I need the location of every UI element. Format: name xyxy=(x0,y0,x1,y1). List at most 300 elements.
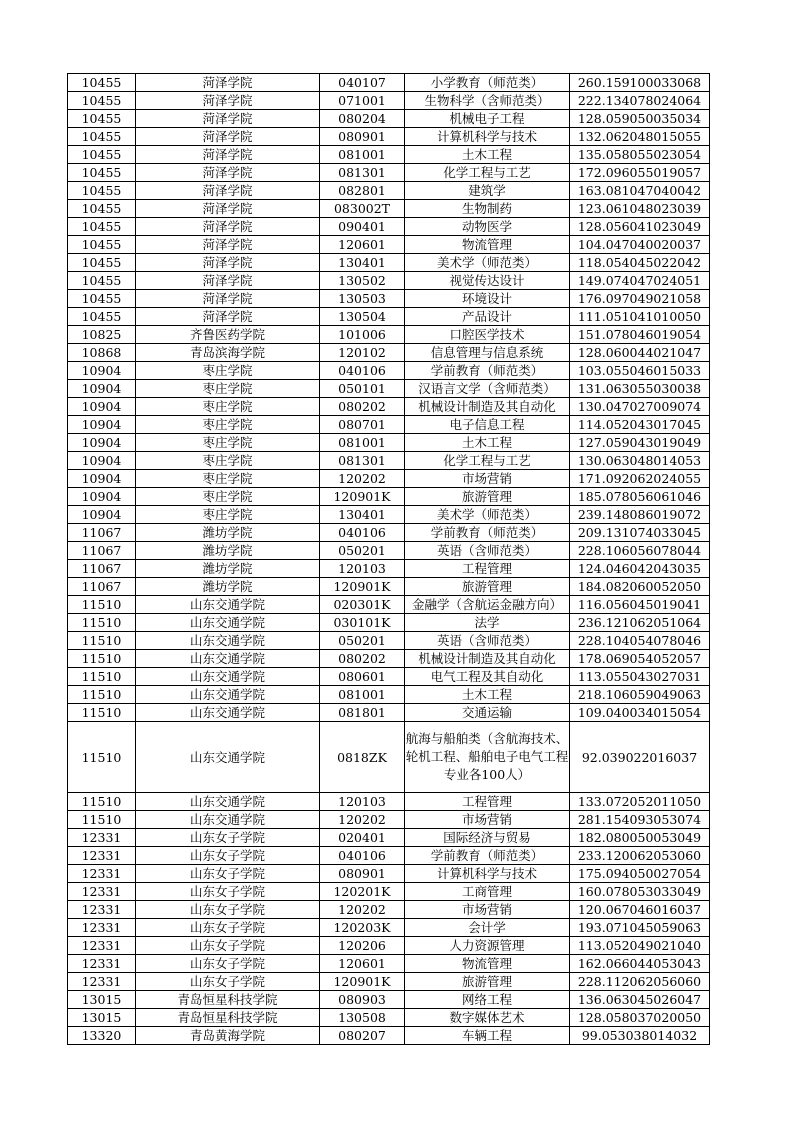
major-code-cell: 130401 xyxy=(320,254,405,272)
major-name-cell: 信息管理与信息系统 xyxy=(405,344,570,362)
major-code-cell: 081301 xyxy=(320,452,405,470)
major-code-cell: 130502 xyxy=(320,272,405,290)
table-row xyxy=(68,506,710,524)
major-name-cell: 计算机科学与技术 xyxy=(405,128,570,146)
school-code-cell: 12331 xyxy=(68,919,136,937)
score-cell: 113.052049021040 xyxy=(570,937,710,955)
major-name-cell: 会计学 xyxy=(405,919,570,937)
school-code-cell: 11067 xyxy=(68,542,136,560)
major-code-cell: 130503 xyxy=(320,290,405,308)
school-code-cell: 11510 xyxy=(68,632,136,650)
table-row xyxy=(68,218,710,236)
school-name-cell: 菏泽学院 xyxy=(136,164,320,182)
table-row xyxy=(68,416,710,434)
table-row xyxy=(68,847,710,865)
table-row xyxy=(68,236,710,254)
school-name-cell: 青岛滨海学院 xyxy=(136,344,320,362)
major-code-cell: 120103 xyxy=(320,560,405,578)
major-code-cell: 050101 xyxy=(320,380,405,398)
score-cell: 228.104054078046 xyxy=(570,632,710,650)
school-name-cell: 菏泽学院 xyxy=(136,110,320,128)
table-row xyxy=(68,937,710,955)
major-code-cell: 120202 xyxy=(320,811,405,829)
major-code-cell: 120901K xyxy=(320,973,405,991)
score-cell: 162.066044053043 xyxy=(570,955,710,973)
school-name-cell: 山东女子学院 xyxy=(136,919,320,937)
table-row xyxy=(68,92,710,110)
score-cell: 228.106056078044 xyxy=(570,542,710,560)
score-cell: 133.072052011050 xyxy=(570,793,710,811)
major-name-cell: 小学教育（师范类） xyxy=(405,74,570,92)
major-code-cell: 120601 xyxy=(320,236,405,254)
major-name-cell: 生物制药 xyxy=(405,200,570,218)
major-name-cell: 数字媒体艺术 xyxy=(405,1009,570,1027)
school-code-cell: 10455 xyxy=(68,110,136,128)
major-name-cell: 电子信息工程 xyxy=(405,416,570,434)
table-row xyxy=(68,973,710,991)
school-name-cell: 青岛恒星科技学院 xyxy=(136,991,320,1009)
school-code-cell: 10455 xyxy=(68,254,136,272)
major-name-cell: 市场营销 xyxy=(405,901,570,919)
major-code-cell: 040107 xyxy=(320,74,405,92)
school-name-cell: 枣庄学院 xyxy=(136,434,320,452)
school-name-cell: 枣庄学院 xyxy=(136,380,320,398)
score-cell: 130.063048014053 xyxy=(570,452,710,470)
major-code-cell: 120102 xyxy=(320,344,405,362)
major-name-cell: 生物科学（含师范类） xyxy=(405,92,570,110)
table-row xyxy=(68,182,710,200)
school-name-cell: 枣庄学院 xyxy=(136,362,320,380)
major-name-cell: 环境设计 xyxy=(405,290,570,308)
table-row xyxy=(68,668,710,686)
score-cell: 178.069054052057 xyxy=(570,650,710,668)
major-code-cell: 080701 xyxy=(320,416,405,434)
major-name-cell: 电气工程及其自动化 xyxy=(405,668,570,686)
school-name-cell: 潍坊学院 xyxy=(136,578,320,596)
major-name-cell: 口腔医学技术 xyxy=(405,326,570,344)
score-cell: 109.040034015054 xyxy=(570,704,710,722)
school-code-cell: 11510 xyxy=(68,650,136,668)
score-cell: 99.053038014032 xyxy=(570,1027,710,1045)
school-name-cell: 枣庄学院 xyxy=(136,452,320,470)
major-name-cell: 网络工程 xyxy=(405,991,570,1009)
major-name-cell: 化学工程与工艺 xyxy=(405,452,570,470)
table-row xyxy=(68,955,710,973)
major-code-cell: 080204 xyxy=(320,110,405,128)
major-code-cell: 040106 xyxy=(320,847,405,865)
major-code-cell: 081001 xyxy=(320,146,405,164)
major-code-cell: 120206 xyxy=(320,937,405,955)
school-code-cell: 12331 xyxy=(68,937,136,955)
major-name-cell: 美术学（师范类） xyxy=(405,506,570,524)
major-code-cell: 120103 xyxy=(320,793,405,811)
major-code-cell: 120201K xyxy=(320,883,405,901)
score-cell: 163.081047040042 xyxy=(570,182,710,200)
score-cell: 120.067046016037 xyxy=(570,901,710,919)
school-code-cell: 12331 xyxy=(68,901,136,919)
school-code-cell: 13015 xyxy=(68,1009,136,1027)
major-name-cell: 旅游管理 xyxy=(405,488,570,506)
major-name-cell: 汉语言文学（含师范类） xyxy=(405,380,570,398)
major-name-cell: 学前教育（师范类） xyxy=(405,524,570,542)
table-row xyxy=(68,614,710,632)
score-cell: 281.154093053074 xyxy=(570,811,710,829)
major-code-cell: 020301K xyxy=(320,596,405,614)
major-code-cell: 120202 xyxy=(320,901,405,919)
table-row xyxy=(68,434,710,452)
major-code-cell: 050201 xyxy=(320,632,405,650)
major-code-cell: 120203K xyxy=(320,919,405,937)
major-name-cell: 市场营销 xyxy=(405,811,570,829)
table-row xyxy=(68,1027,710,1045)
major-code-cell: 080202 xyxy=(320,398,405,416)
school-code-cell: 11067 xyxy=(68,524,136,542)
school-code-cell: 10455 xyxy=(68,236,136,254)
score-cell: 116.056045019041 xyxy=(570,596,710,614)
major-name-cell: 美术学（师范类） xyxy=(405,254,570,272)
major-code-cell: 071001 xyxy=(320,92,405,110)
major-code-cell: 120601 xyxy=(320,955,405,973)
school-code-cell: 10904 xyxy=(68,362,136,380)
school-code-cell: 10825 xyxy=(68,326,136,344)
school-code-cell: 13015 xyxy=(68,991,136,1009)
table-row xyxy=(68,200,710,218)
score-cell: 222.134078024064 xyxy=(570,92,710,110)
table-row xyxy=(68,901,710,919)
major-name-cell: 交通运输 xyxy=(405,704,570,722)
school-name-cell: 山东交通学院 xyxy=(136,704,320,722)
score-cell: 260.159100033068 xyxy=(570,74,710,92)
score-cell: 128.060044021047 xyxy=(570,344,710,362)
school-name-cell: 潍坊学院 xyxy=(136,542,320,560)
school-name-cell: 青岛黄海学院 xyxy=(136,1027,320,1045)
school-code-cell: 12331 xyxy=(68,883,136,901)
school-code-cell: 11067 xyxy=(68,560,136,578)
table-row xyxy=(68,74,710,92)
school-name-cell: 菏泽学院 xyxy=(136,308,320,326)
score-cell: 111.051041010050 xyxy=(570,308,710,326)
score-cell: 104.047040020037 xyxy=(570,236,710,254)
school-name-cell: 山东女子学院 xyxy=(136,883,320,901)
score-cell: 176.097049021058 xyxy=(570,290,710,308)
school-name-cell: 菏泽学院 xyxy=(136,182,320,200)
school-name-cell: 枣庄学院 xyxy=(136,506,320,524)
table-row xyxy=(68,991,710,1009)
score-cell: 118.054045022042 xyxy=(570,254,710,272)
major-code-cell: 0818ZK xyxy=(320,722,405,793)
table-row xyxy=(68,164,710,182)
major-code-cell: 040106 xyxy=(320,524,405,542)
school-name-cell: 齐鲁医药学院 xyxy=(136,326,320,344)
score-cell: 151.078046019054 xyxy=(570,326,710,344)
table-row xyxy=(68,524,710,542)
major-code-cell: 020401 xyxy=(320,829,405,847)
school-code-cell: 11510 xyxy=(68,686,136,704)
school-name-cell: 山东女子学院 xyxy=(136,847,320,865)
table-row xyxy=(68,128,710,146)
major-name-cell: 动物医学 xyxy=(405,218,570,236)
table-row xyxy=(68,596,710,614)
major-code-cell: 081001 xyxy=(320,686,405,704)
school-code-cell: 10455 xyxy=(68,182,136,200)
table-row xyxy=(68,146,710,164)
school-name-cell: 菏泽学院 xyxy=(136,290,320,308)
table-row xyxy=(68,110,710,128)
major-code-cell: 080207 xyxy=(320,1027,405,1045)
score-cell: 239.148086019072 xyxy=(570,506,710,524)
major-name-cell: 学前教育（师范类） xyxy=(405,847,570,865)
school-name-cell: 山东交通学院 xyxy=(136,632,320,650)
major-name-cell: 车辆工程 xyxy=(405,1027,570,1045)
score-cell: 209.131074033045 xyxy=(570,524,710,542)
score-cell: 136.063045026047 xyxy=(570,991,710,1009)
table-row xyxy=(68,272,710,290)
score-cell: 103.055046015033 xyxy=(570,362,710,380)
school-code-cell: 10455 xyxy=(68,92,136,110)
school-code-cell: 12331 xyxy=(68,847,136,865)
major-code-cell: 083002T xyxy=(320,200,405,218)
table-row xyxy=(68,254,710,272)
major-name-cell: 视觉传达设计 xyxy=(405,272,570,290)
school-name-cell: 菏泽学院 xyxy=(136,254,320,272)
school-code-cell: 10455 xyxy=(68,146,136,164)
score-cell: 228.112062056060 xyxy=(570,973,710,991)
school-name-cell: 山东交通学院 xyxy=(136,686,320,704)
score-cell: 182.080050053049 xyxy=(570,829,710,847)
table-row xyxy=(68,290,710,308)
major-name-cell: 旅游管理 xyxy=(405,578,570,596)
school-name-cell: 山东女子学院 xyxy=(136,865,320,883)
school-code-cell: 11510 xyxy=(68,614,136,632)
table-body xyxy=(68,74,710,1045)
school-code-cell: 11510 xyxy=(68,722,136,793)
school-name-cell: 山东女子学院 xyxy=(136,901,320,919)
table-row xyxy=(68,829,710,847)
major-code-cell: 120901K xyxy=(320,578,405,596)
school-code-cell: 11510 xyxy=(68,811,136,829)
school-code-cell: 10868 xyxy=(68,344,136,362)
school-code-cell: 10904 xyxy=(68,488,136,506)
major-name-cell: 物流管理 xyxy=(405,236,570,254)
school-name-cell: 菏泽学院 xyxy=(136,92,320,110)
school-code-cell: 10455 xyxy=(68,74,136,92)
school-name-cell: 山东交通学院 xyxy=(136,722,320,793)
school-code-cell: 12331 xyxy=(68,955,136,973)
major-name-cell: 计算机科学与技术 xyxy=(405,865,570,883)
school-name-cell: 潍坊学院 xyxy=(136,560,320,578)
school-name-cell: 山东交通学院 xyxy=(136,614,320,632)
major-code-cell: 080601 xyxy=(320,668,405,686)
table-row xyxy=(68,470,710,488)
major-code-cell: 130504 xyxy=(320,308,405,326)
school-code-cell: 12331 xyxy=(68,865,136,883)
major-code-cell: 080202 xyxy=(320,650,405,668)
table-row xyxy=(68,686,710,704)
table-row xyxy=(68,632,710,650)
major-name-cell: 化学工程与工艺 xyxy=(405,164,570,182)
school-name-cell: 青岛恒星科技学院 xyxy=(136,1009,320,1027)
school-code-cell: 10904 xyxy=(68,506,136,524)
school-name-cell: 山东女子学院 xyxy=(136,955,320,973)
major-name-cell: 工商管理 xyxy=(405,883,570,901)
major-name-cell: 土木工程 xyxy=(405,146,570,164)
major-code-cell: 040106 xyxy=(320,362,405,380)
school-name-cell: 山东交通学院 xyxy=(136,793,320,811)
major-code-cell: 050201 xyxy=(320,542,405,560)
table-row xyxy=(68,380,710,398)
school-code-cell: 10455 xyxy=(68,218,136,236)
table-row xyxy=(68,650,710,668)
major-name-cell: 法学 xyxy=(405,614,570,632)
table-row xyxy=(68,811,710,829)
school-name-cell: 山东交通学院 xyxy=(136,596,320,614)
school-name-cell: 菏泽学院 xyxy=(136,128,320,146)
school-code-cell: 12331 xyxy=(68,973,136,991)
school-code-cell: 10904 xyxy=(68,416,136,434)
score-cell: 114.052043017045 xyxy=(570,416,710,434)
school-name-cell: 山东交通学院 xyxy=(136,668,320,686)
school-name-cell: 枣庄学院 xyxy=(136,488,320,506)
school-name-cell: 潍坊学院 xyxy=(136,524,320,542)
school-code-cell: 10904 xyxy=(68,452,136,470)
major-code-cell: 080901 xyxy=(320,128,405,146)
score-cell: 124.046042043035 xyxy=(570,560,710,578)
major-name-cell: 机械设计制造及其自动化 xyxy=(405,398,570,416)
score-cell: 172.096055019057 xyxy=(570,164,710,182)
school-code-cell: 10904 xyxy=(68,380,136,398)
table-row xyxy=(68,452,710,470)
school-code-cell: 10455 xyxy=(68,290,136,308)
table-row xyxy=(68,488,710,506)
table-row xyxy=(68,883,710,901)
score-cell: 135.058055023054 xyxy=(570,146,710,164)
score-cell: 128.059050035034 xyxy=(570,110,710,128)
score-cell: 131.063055030038 xyxy=(570,380,710,398)
school-name-cell: 山东女子学院 xyxy=(136,937,320,955)
score-cell: 171.092062024055 xyxy=(570,470,710,488)
major-name-cell: 旅游管理 xyxy=(405,973,570,991)
major-code-cell: 082801 xyxy=(320,182,405,200)
major-code-cell: 101006 xyxy=(320,326,405,344)
score-cell: 149.074047024051 xyxy=(570,272,710,290)
table-row xyxy=(68,793,710,811)
score-cell: 193.071045059063 xyxy=(570,919,710,937)
major-code-cell: 080901 xyxy=(320,865,405,883)
table-row xyxy=(68,560,710,578)
score-cell: 184.082060052050 xyxy=(570,578,710,596)
major-name-cell: 机械设计制造及其自动化 xyxy=(405,650,570,668)
school-code-cell: 11510 xyxy=(68,793,136,811)
table-row xyxy=(68,578,710,596)
major-code-cell: 090401 xyxy=(320,218,405,236)
table-row xyxy=(68,398,710,416)
school-code-cell: 10904 xyxy=(68,398,136,416)
table-row xyxy=(68,326,710,344)
major-name-cell: 国际经济与贸易 xyxy=(405,829,570,847)
school-name-cell: 山东女子学院 xyxy=(136,829,320,847)
score-cell: 233.120062053060 xyxy=(570,847,710,865)
school-name-cell: 山东女子学院 xyxy=(136,973,320,991)
school-code-cell: 11510 xyxy=(68,668,136,686)
table-row xyxy=(68,308,710,326)
score-cell: 127.059043019049 xyxy=(570,434,710,452)
school-name-cell: 菏泽学院 xyxy=(136,74,320,92)
score-cell: 218.106059049063 xyxy=(570,686,710,704)
school-code-cell: 10455 xyxy=(68,164,136,182)
major-code-cell: 081301 xyxy=(320,164,405,182)
table-row xyxy=(68,722,710,793)
school-name-cell: 菏泽学院 xyxy=(136,236,320,254)
school-name-cell: 山东交通学院 xyxy=(136,811,320,829)
school-name-cell: 菏泽学院 xyxy=(136,200,320,218)
major-name-cell: 英语（含师范类） xyxy=(405,542,570,560)
school-code-cell: 11510 xyxy=(68,704,136,722)
table-row xyxy=(68,1009,710,1027)
school-name-cell: 菏泽学院 xyxy=(136,272,320,290)
major-code-cell: 130401 xyxy=(320,506,405,524)
school-name-cell: 菏泽学院 xyxy=(136,146,320,164)
school-name-cell: 菏泽学院 xyxy=(136,218,320,236)
major-name-cell: 物流管理 xyxy=(405,955,570,973)
score-cell: 132.062048015055 xyxy=(570,128,710,146)
table-row xyxy=(68,865,710,883)
school-code-cell: 11067 xyxy=(68,578,136,596)
major-name-cell: 市场营销 xyxy=(405,470,570,488)
score-cell: 175.094050027054 xyxy=(570,865,710,883)
school-code-cell: 12331 xyxy=(68,829,136,847)
school-code-cell: 10904 xyxy=(68,434,136,452)
major-code-cell: 120901K xyxy=(320,488,405,506)
score-cell: 236.121062051064 xyxy=(570,614,710,632)
school-code-cell: 10455 xyxy=(68,272,136,290)
score-cell: 185.078056061046 xyxy=(570,488,710,506)
major-name-cell: 土木工程 xyxy=(405,434,570,452)
school-name-cell: 枣庄学院 xyxy=(136,398,320,416)
school-code-cell: 11510 xyxy=(68,596,136,614)
score-cell: 123.061048023039 xyxy=(570,200,710,218)
table-row xyxy=(68,542,710,560)
major-name-cell: 学前教育（师范类） xyxy=(405,362,570,380)
school-name-cell: 枣庄学院 xyxy=(136,416,320,434)
major-code-cell: 030101K xyxy=(320,614,405,632)
major-code-cell: 081801 xyxy=(320,704,405,722)
school-name-cell: 山东交通学院 xyxy=(136,650,320,668)
school-code-cell: 13320 xyxy=(68,1027,136,1045)
score-cell: 128.056041023049 xyxy=(570,218,710,236)
major-name-cell: 英语（含师范类） xyxy=(405,632,570,650)
score-cell: 160.078053033049 xyxy=(570,883,710,901)
major-name-cell: 人力资源管理 xyxy=(405,937,570,955)
score-cell: 113.055043027031 xyxy=(570,668,710,686)
school-name-cell: 枣庄学院 xyxy=(136,470,320,488)
school-code-cell: 10455 xyxy=(68,128,136,146)
table-row xyxy=(68,344,710,362)
major-name-cell: 建筑学 xyxy=(405,182,570,200)
major-name-cell: 机械电子工程 xyxy=(405,110,570,128)
major-code-cell: 081001 xyxy=(320,434,405,452)
score-cell: 128.058037020050 xyxy=(570,1009,710,1027)
major-name-cell: 工程管理 xyxy=(405,793,570,811)
major-name-cell: 产品设计 xyxy=(405,308,570,326)
major-name-cell: 土木工程 xyxy=(405,686,570,704)
school-code-cell: 10455 xyxy=(68,200,136,218)
school-code-cell: 10904 xyxy=(68,470,136,488)
major-name-cell: 工程管理 xyxy=(405,560,570,578)
school-code-cell: 10455 xyxy=(68,308,136,326)
table-row xyxy=(68,919,710,937)
admission-score-table xyxy=(67,73,710,1045)
score-cell: 92.039022016037 xyxy=(570,722,710,793)
